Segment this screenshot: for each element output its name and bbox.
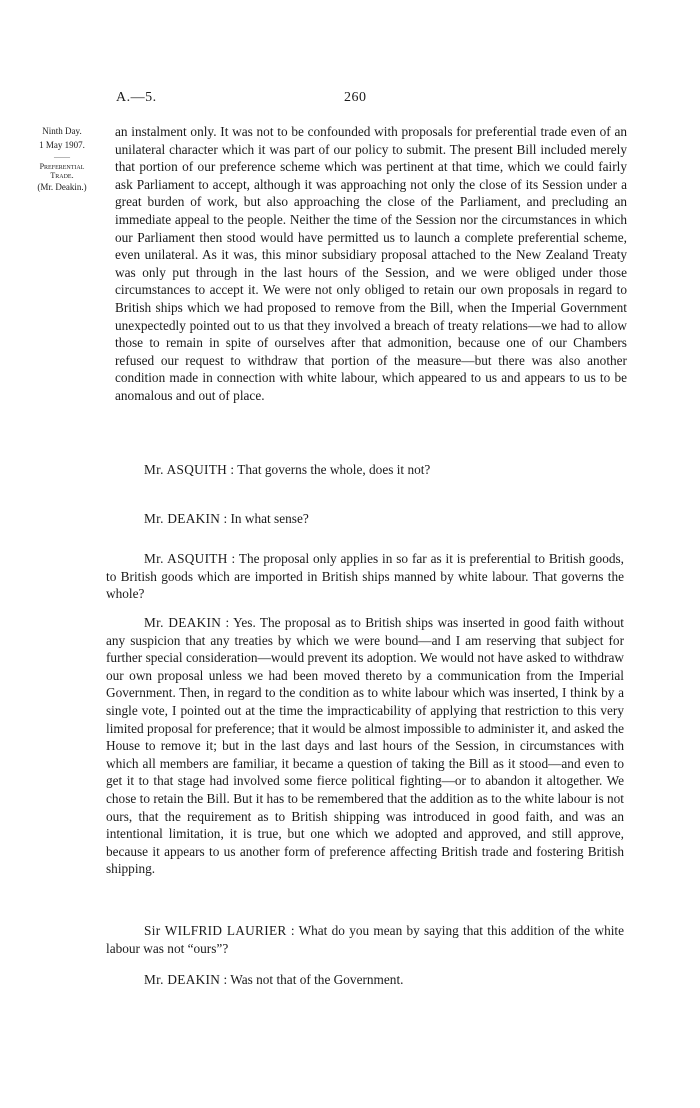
- speech-1: Mr. ASQUITH : That governs the whole, does it not?: [144, 462, 431, 477]
- speaker-name: Mr. DEAKIN: [144, 972, 221, 987]
- current-speaker-note: (Mr. Deakin.): [37, 182, 87, 192]
- speech-text: In what sense?: [230, 511, 309, 526]
- margin-divider: ——: [54, 152, 70, 161]
- opening-paragraph: an instalment only. It was not to be confounded with proposals for preferential trade even of an unilateral character which it was part of our policy to submit. The present Bill included merely that portion of our preference scheme which was pertinent at that time, which we could fairly ask Parliament to accept, although it was approaching not only the close of its Session under a great burden of work, but also approaching the close of the Parliament, and precluding an immediate appeal to the people. Neither the time of the Session nor the circumstances in which our Parliament then stood would have permitted us to launch a complete preferential scheme, even unilateral. As it was, this minor subsidiary proposal attached to the New Zealand Treaty was only put through in the last hours of the Session, and we were obliged under those circumstances to accept it. We were not only obliged to retain our own proposals in regard to British ships which we had proposed to remove from the Bill, when the Imperial Government unexpectedly pointed out to us that they involved a breach of treaty relations—we had to allow those to remain in spite of ourselves after that admonition, because one of our Chambers refused our request to withdraw that portion of the measure—but there was also another condition made in connection with white labour, which appeared to us and appears to us to be anomalous and out of place.: [115, 124, 627, 403]
- speaker-name: Mr. ASQUITH: [144, 462, 228, 477]
- speech-text: Was not that of the Government.: [230, 972, 404, 987]
- speech-6: Mr. DEAKIN : Was not that of the Government.: [144, 972, 404, 987]
- margin-note: [28, 124, 96, 194]
- speech-2: Mr. DEAKIN : In what sense?: [144, 511, 309, 526]
- speech-text: What do you mean by saying that this addition of the white labour was not “ours”?: [106, 923, 625, 956]
- topic-line-2: Trade.: [50, 171, 74, 180]
- page-reference: A.—5.: [116, 90, 157, 105]
- speech-text: That governs the whole, does it not?: [237, 462, 431, 477]
- speaker-name: Mr. DEAKIN: [144, 511, 221, 526]
- speech-5: Sir WILFRID LAURIER : What do you mean by saying that this addition of the white labour was not “ours”?: [106, 923, 625, 956]
- topic-line-1: Preferential: [39, 162, 85, 171]
- speech-text: The proposal only applies in so far as it is preferential to British goods, to British goods which are imported in British ships manned by white labour. That governs the whole?: [106, 551, 624, 602]
- sitting-date: 1 May 1907.: [39, 140, 85, 150]
- speech-text: Yes. The proposal as to British ships was inserted in good faith without any suspicion that any treaties by which we were bound—and I am reserving that subject for further special consideration—would prevent its adoption. We would not have asked to withdraw our own proposal unless we had been moved thereto by a communication from the Imperial Government. Then, in regard to the condition as to white labour which was inserted, I think by a single vote, I pointed out at the time the impracticability of applying that restriction to this very limited proposal for preference; that it would be almost impossible to administer it, and asked the House to remove it; but in the last days and last hours of the Session, in circumstances with which all members are familiar, it became a question of taking the Bill as it stood—and even to get it to that stage had involved some fierce political fighting—or to abandon it altogether. We chose to retain the Bill. But it has to be remembered that the addition as to the white labour is not ours, that the requirement as to British shipping was introduced in good faith, and was an intentional limitation, it is true, but one which we adopted and approved, and still approve, because it appears to us another form of preference affecting British trade and fostering British shipping.: [106, 615, 624, 877]
- speaker-name: Mr. ASQUITH: [144, 551, 228, 566]
- page-number: 260: [344, 90, 367, 105]
- speech-3: Mr. ASQUITH : The proposal only applies in so far as it is preferential to British goods, to British goods which are imported in British ships manned by white labour. That governs the whole?: [106, 551, 624, 602]
- speaker-name: Mr. DEAKIN: [144, 615, 222, 630]
- speech-4: Mr. DEAKIN : Yes. The proposal as to British ships was inserted in good faith without any suspicion that any treaties by which we were bound—and I am reserving that subject for further special consideration—would prevent its adoption. We would not have asked to withdraw our own proposal unless we had been moved thereto by a communication from the Imperial Government. Then, in regard to the condition as to white labour which was inserted, I think by a single vote, I pointed out at the time the impracticability of applying that restriction to this very limited proposal for preference; that it would be almost impossible to administer it, and asked the House to remove it; but in the last days and last hours of the Session, in circumstances with which all members are familiar, it became a question of taking the Bill as it stood—and even to get it to that stage had involved some fierce political fighting—or to abandon it altogether. We chose to retain the Bill. But it has to be remembered that the addition as to the white labour is not ours, that the requirement as to British shipping was introduced in good faith, and was an intentional limitation, it is true, but one which we adopted and approved, and still approve, because it appears to us another form of preference affecting British trade and fostering British shipping.: [106, 615, 624, 877]
- sitting-day: Ninth Day.: [42, 126, 82, 136]
- speaker-name: Sir WILFRID LAURIER: [144, 923, 287, 938]
